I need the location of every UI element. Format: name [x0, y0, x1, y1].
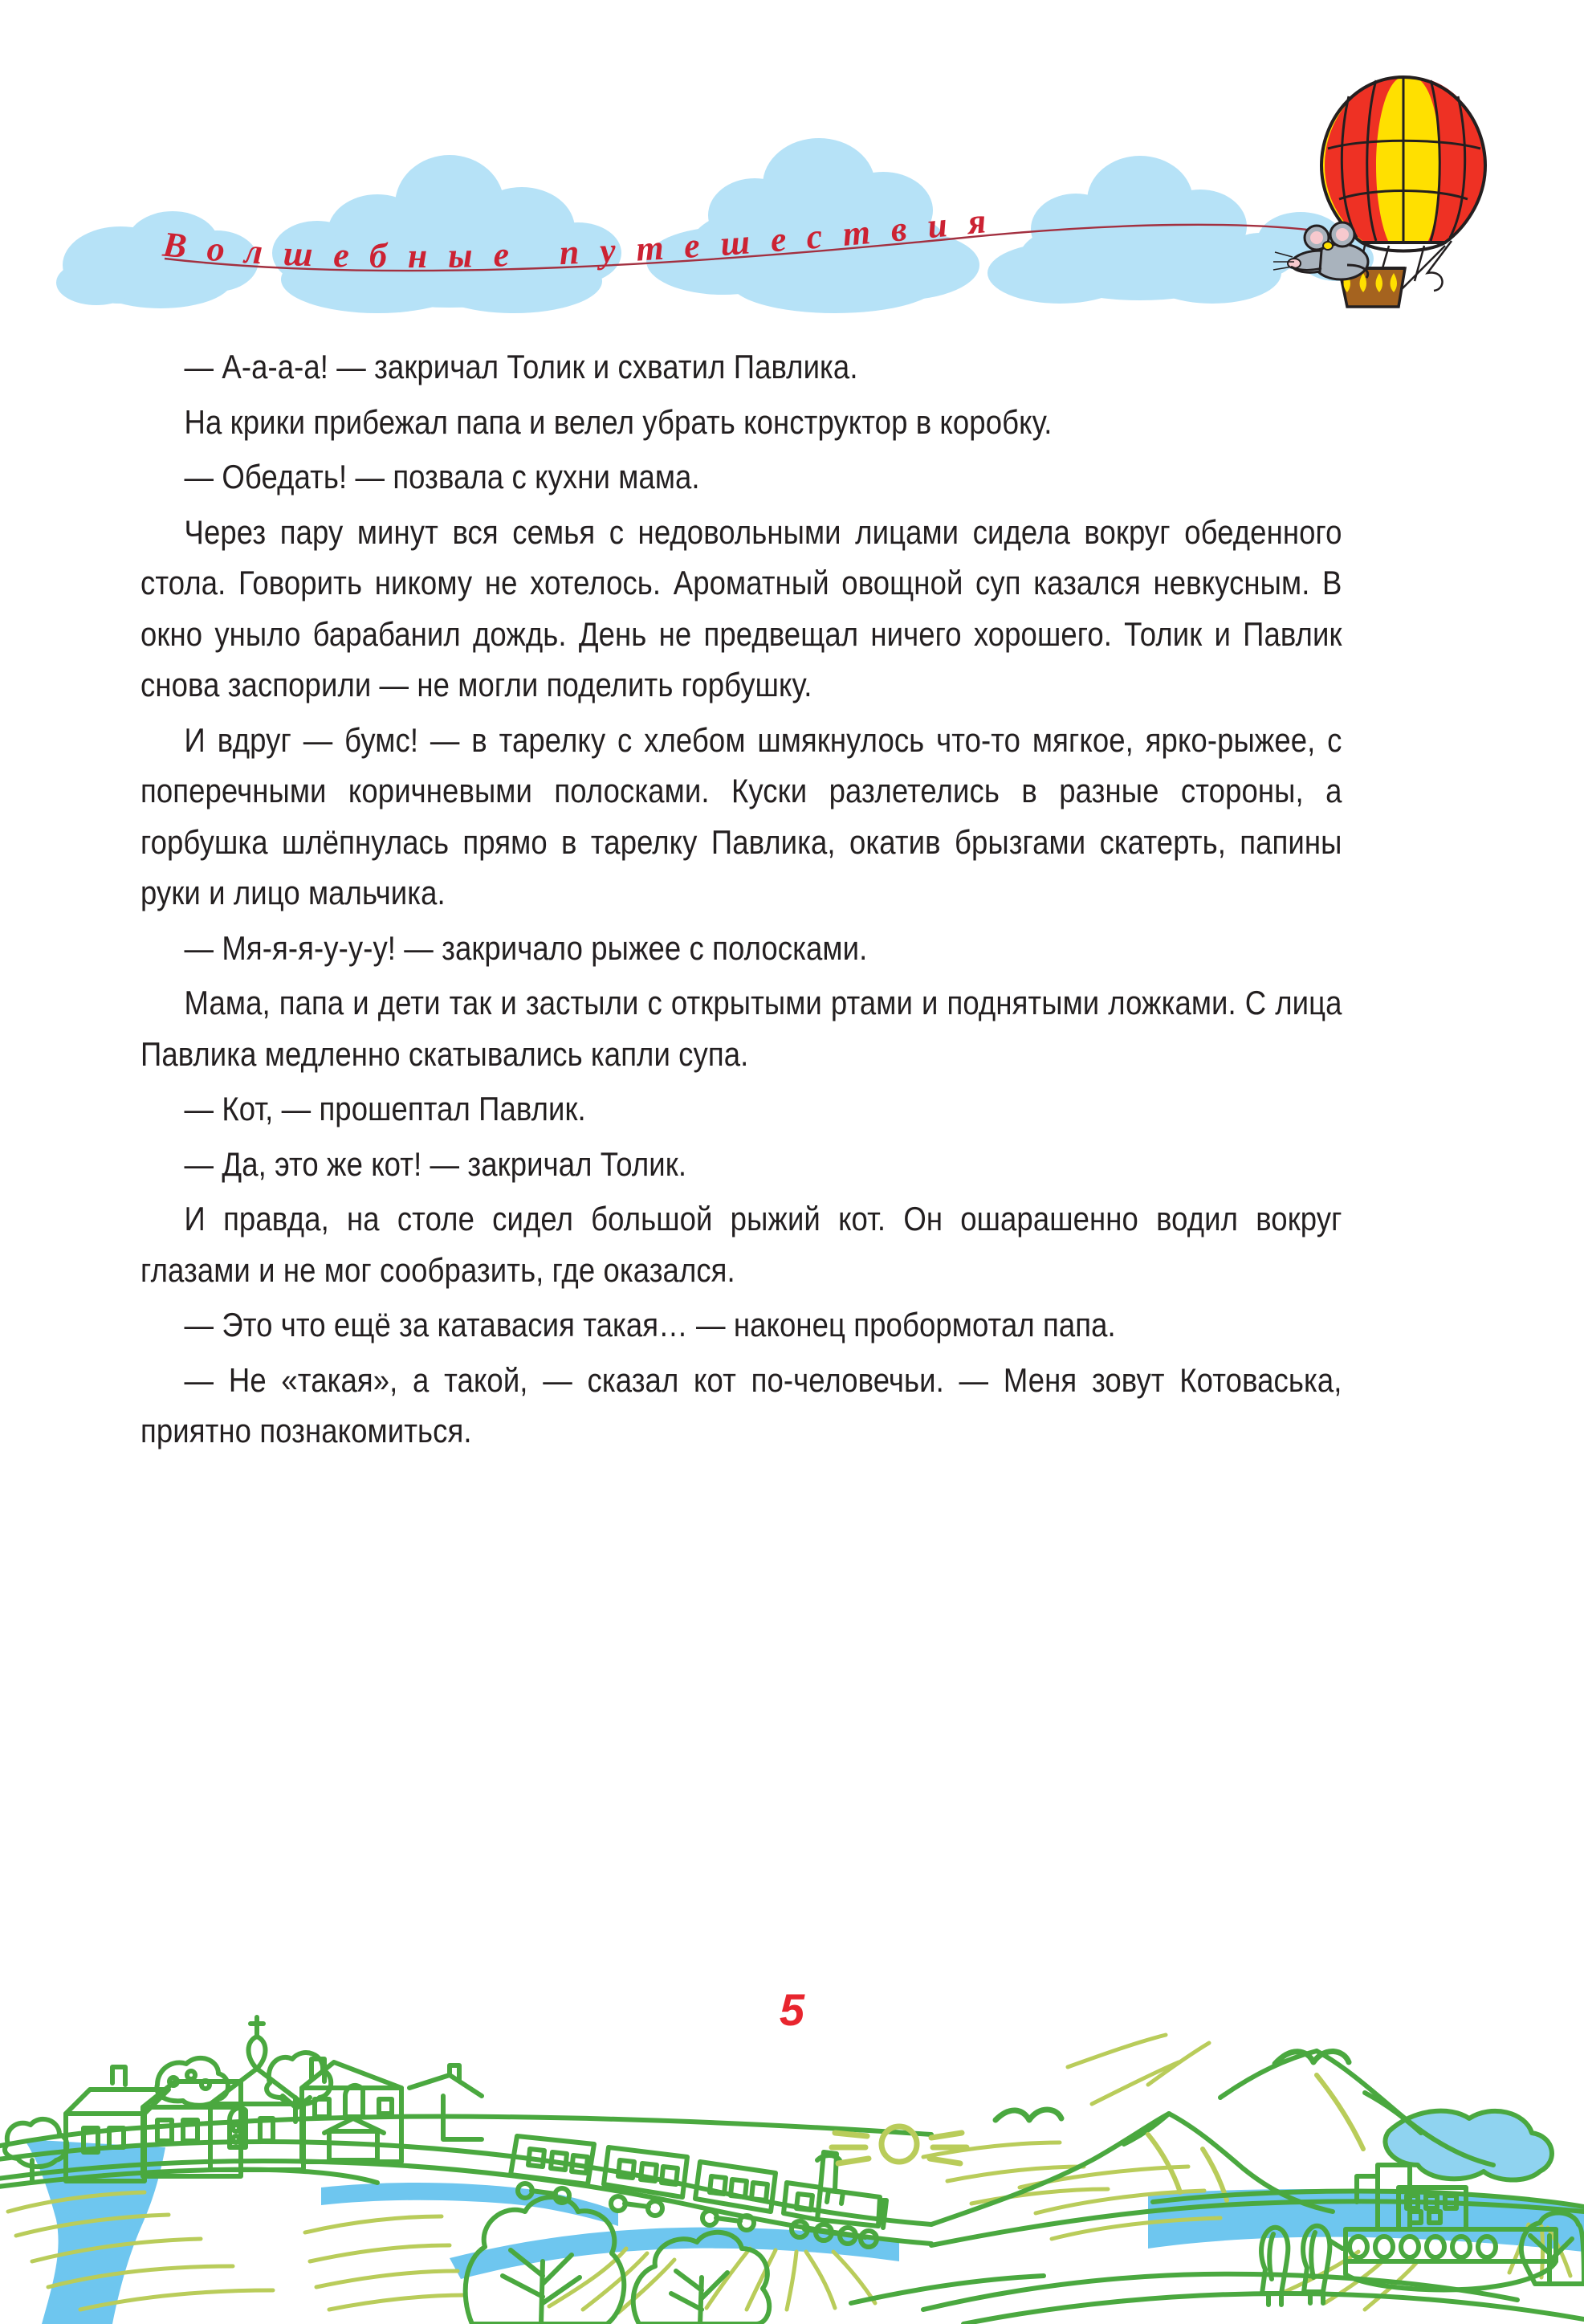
story-paragraph: Мама, папа и дети так и застыли с открытыми ртами и поднятыми ложками. С лица Павлика медленно скатывались капли супа.	[140, 984, 1342, 1073]
story-text-block	[140, 341, 1342, 1457]
hot-air-balloon-icon	[1244, 24, 1582, 321]
banner-title-text: Волшебные путешествия	[161, 198, 1009, 276]
story-paragraph: Через пару минут вся семья с недовольными лицами сидела вокруг обеденного стола. Говорить никому не хотелось. Ароматный овощной суп казался невкусным. В окно уныло барабанил дождь. День не предвещал ничего хорошего. Толик и Павлик снова заспорили — не могли поделить горбушку.	[140, 512, 1342, 703]
mouse-icon	[1273, 222, 1368, 279]
svg-text:Волшебные путешествия	[161, 199, 1008, 275]
story-paragraph: И правда, на столе сидел большой рыжий кот. Он ошарашенно водил вокруг глазами и не мог сообразить, где оказался.	[140, 1200, 1342, 1289]
page-number: 5	[779, 1984, 805, 2035]
story-paragraph: — Обедать! — позвала с кухни мама.	[184, 458, 700, 495]
page-header	[0, 0, 1584, 321]
story-paragraph: — Да, это же кот! — закричал Толик.	[184, 1144, 687, 1183]
story-paragraph: — Не «такая», а такой, — сказал кот по-человечьи. — Меня зовут Котоваська, приятно познакомиться.	[140, 1360, 1342, 1449]
story-paragraph: — Мя-я-я-у-у-у! — закричало рыжее с полосками.	[184, 928, 868, 967]
story-paragraph: — Кот, — прошептал Павлик.	[184, 1090, 586, 1127]
story-paragraph: — Это что ещё за катавасия такая… — наконец пробормотал папа.	[184, 1306, 1116, 1343]
story-paragraph: И вдруг — бумс! — в тарелку с хлебом шмякнулось что-то мягкое, ярко-рыжее, с поперечными коричневыми полосками. Куски разлетелись в разные стороны, а горбушка шлёпнулась прямо в тарелку Павлика, окатив брызгами скатерть, папины руки и лицо мальчика.	[140, 720, 1342, 911]
story-paragraph: На крики прибежал папа и велел убрать конструктор в коробку.	[184, 402, 1053, 441]
story-paragraph: — А-а-а-а! — закричал Толик и схватил Павлика.	[184, 348, 858, 385]
